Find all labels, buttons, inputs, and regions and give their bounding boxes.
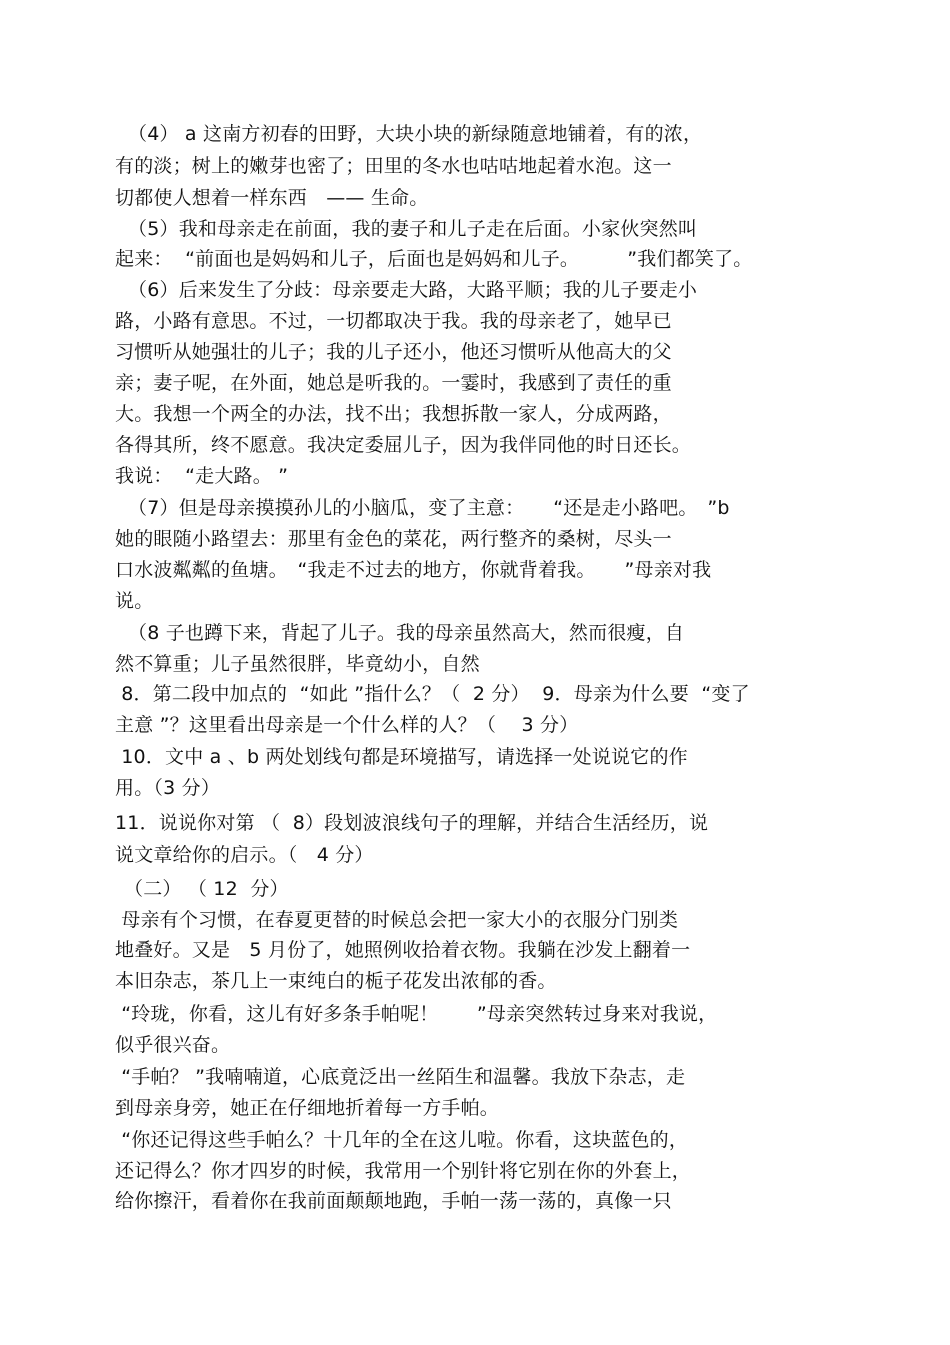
text-line: 我说： “走大路。 ” [115, 465, 289, 487]
text-line: 母亲有个习惯，在春夏更替的时候总会把一家大小的衣服分门别类 [115, 909, 679, 931]
text-line: 地叠好。又是 5 月份了，她照例收拾着衣物。我躺在沙发上翻着一 [115, 939, 691, 961]
text-line: （8 子也蹲下来，背起了儿子。我的母亲虽然高大，然而很瘦，自 [128, 622, 685, 644]
text-line: 亲；妻子呢，在外面，她总是听我的。一霎时，我感到了责任的重 [115, 372, 672, 394]
text-line: 路，小路有意思。不过，一切都取决于我。我的母亲老了，她早已 [115, 310, 672, 332]
question-line: 用。（3 分） [115, 777, 221, 799]
text-line: 习惯听从她强壮的儿子；我的儿子还小，他还习惯听从他高大的父 [115, 341, 672, 363]
question-line: 10．文中 a 、b 两处划线句都是环境描写，请选择一处说说它的作 [115, 746, 688, 768]
text-line: （6）后来发生了分歧：母亲要走大路，大路平顺；我的儿子要走小 [128, 279, 698, 301]
text-line: 口水波粼粼的鱼塘。 “我走不过去的地方，你就背着我。 ”母亲对我 [115, 559, 712, 581]
text-line: 切都使人想着一样东西 —— 生命。 [115, 187, 429, 209]
text-line: 似乎很兴奋。 [115, 1034, 231, 1056]
text-line: 起来： “前面也是妈妈和儿子，后面也是妈妈和儿子。 ”我们都笑了。 [115, 248, 753, 270]
question-line: 主意 ”？这里看出母亲是一个什么样的人？（ 3 分） [115, 714, 579, 736]
text-line: 各得其所，终不愿意。我决定委屈儿子，因为我伴同他的时日还长。 [115, 434, 692, 456]
text-line: 本旧杂志，茶几上一束纯白的栀子花发出浓郁的香。 [115, 970, 557, 992]
text-line: 说。 [115, 590, 154, 612]
text-line: （5）我和母亲走在前面，我的妻子和儿子走在后面。小家伙突然叫 [128, 218, 698, 240]
text-line: “手帕？ ”我喃喃道，心底竟泛出一丝陌生和温馨。我放下杂志，走 [115, 1066, 686, 1088]
text-line: （4） a 这南方初春的田野，大块小块的新绿随意地铺着，有的浓， [128, 123, 703, 145]
question-line: 8．第二段中加点的 “如此 ”指什么？（ 2 分） 9．母亲为什么要 “变了 [115, 683, 750, 705]
text-line: “玲珑，你看，这儿有好多条手帕呢！ ”母亲突然转过身来对我说， [115, 1003, 718, 1025]
text-line: 到母亲身旁，她正在仔细地折着每一方手帕。 [115, 1097, 500, 1119]
text-line: 大。我想一个两全的办法，找不出；我想拆散一家人，分成两路， [115, 403, 672, 425]
text-line: 她的眼随小路望去：那里有金色的菜花，两行整齐的桑树，尽头一 [115, 528, 672, 550]
text-line: 给你擦汗，看着你在我前面颠颠地跑，手帕一荡一荡的，真像一只 [115, 1190, 672, 1212]
text-line: 有的淡；树上的嫩芽也密了；田里的冬水也咕咕地起着水泡。这一 [115, 155, 672, 177]
text-line: （7）但是母亲摸摸孙儿的小脑瓜，变了主意： “还是走小路吧。 ”b [128, 497, 730, 519]
text-line: 还记得么？你才四岁的时候，我常用一个别针将它别在你的外套上， [115, 1160, 692, 1182]
section-heading: （二） （ 12 分） [124, 878, 289, 900]
text-line: 然不算重；儿子虽然很胖，毕竟幼小，自然 [115, 653, 480, 675]
question-line: 说文章给你的启示。（ 4 分） [115, 844, 374, 866]
question-line: 11．说说你对第 （ 8）段划波浪线句子的理解，并结合生活经历，说 [115, 812, 709, 834]
text-line: “你还记得这些手帕么？十几年的全在这儿啦。你看，这块蓝色的， [115, 1129, 689, 1151]
